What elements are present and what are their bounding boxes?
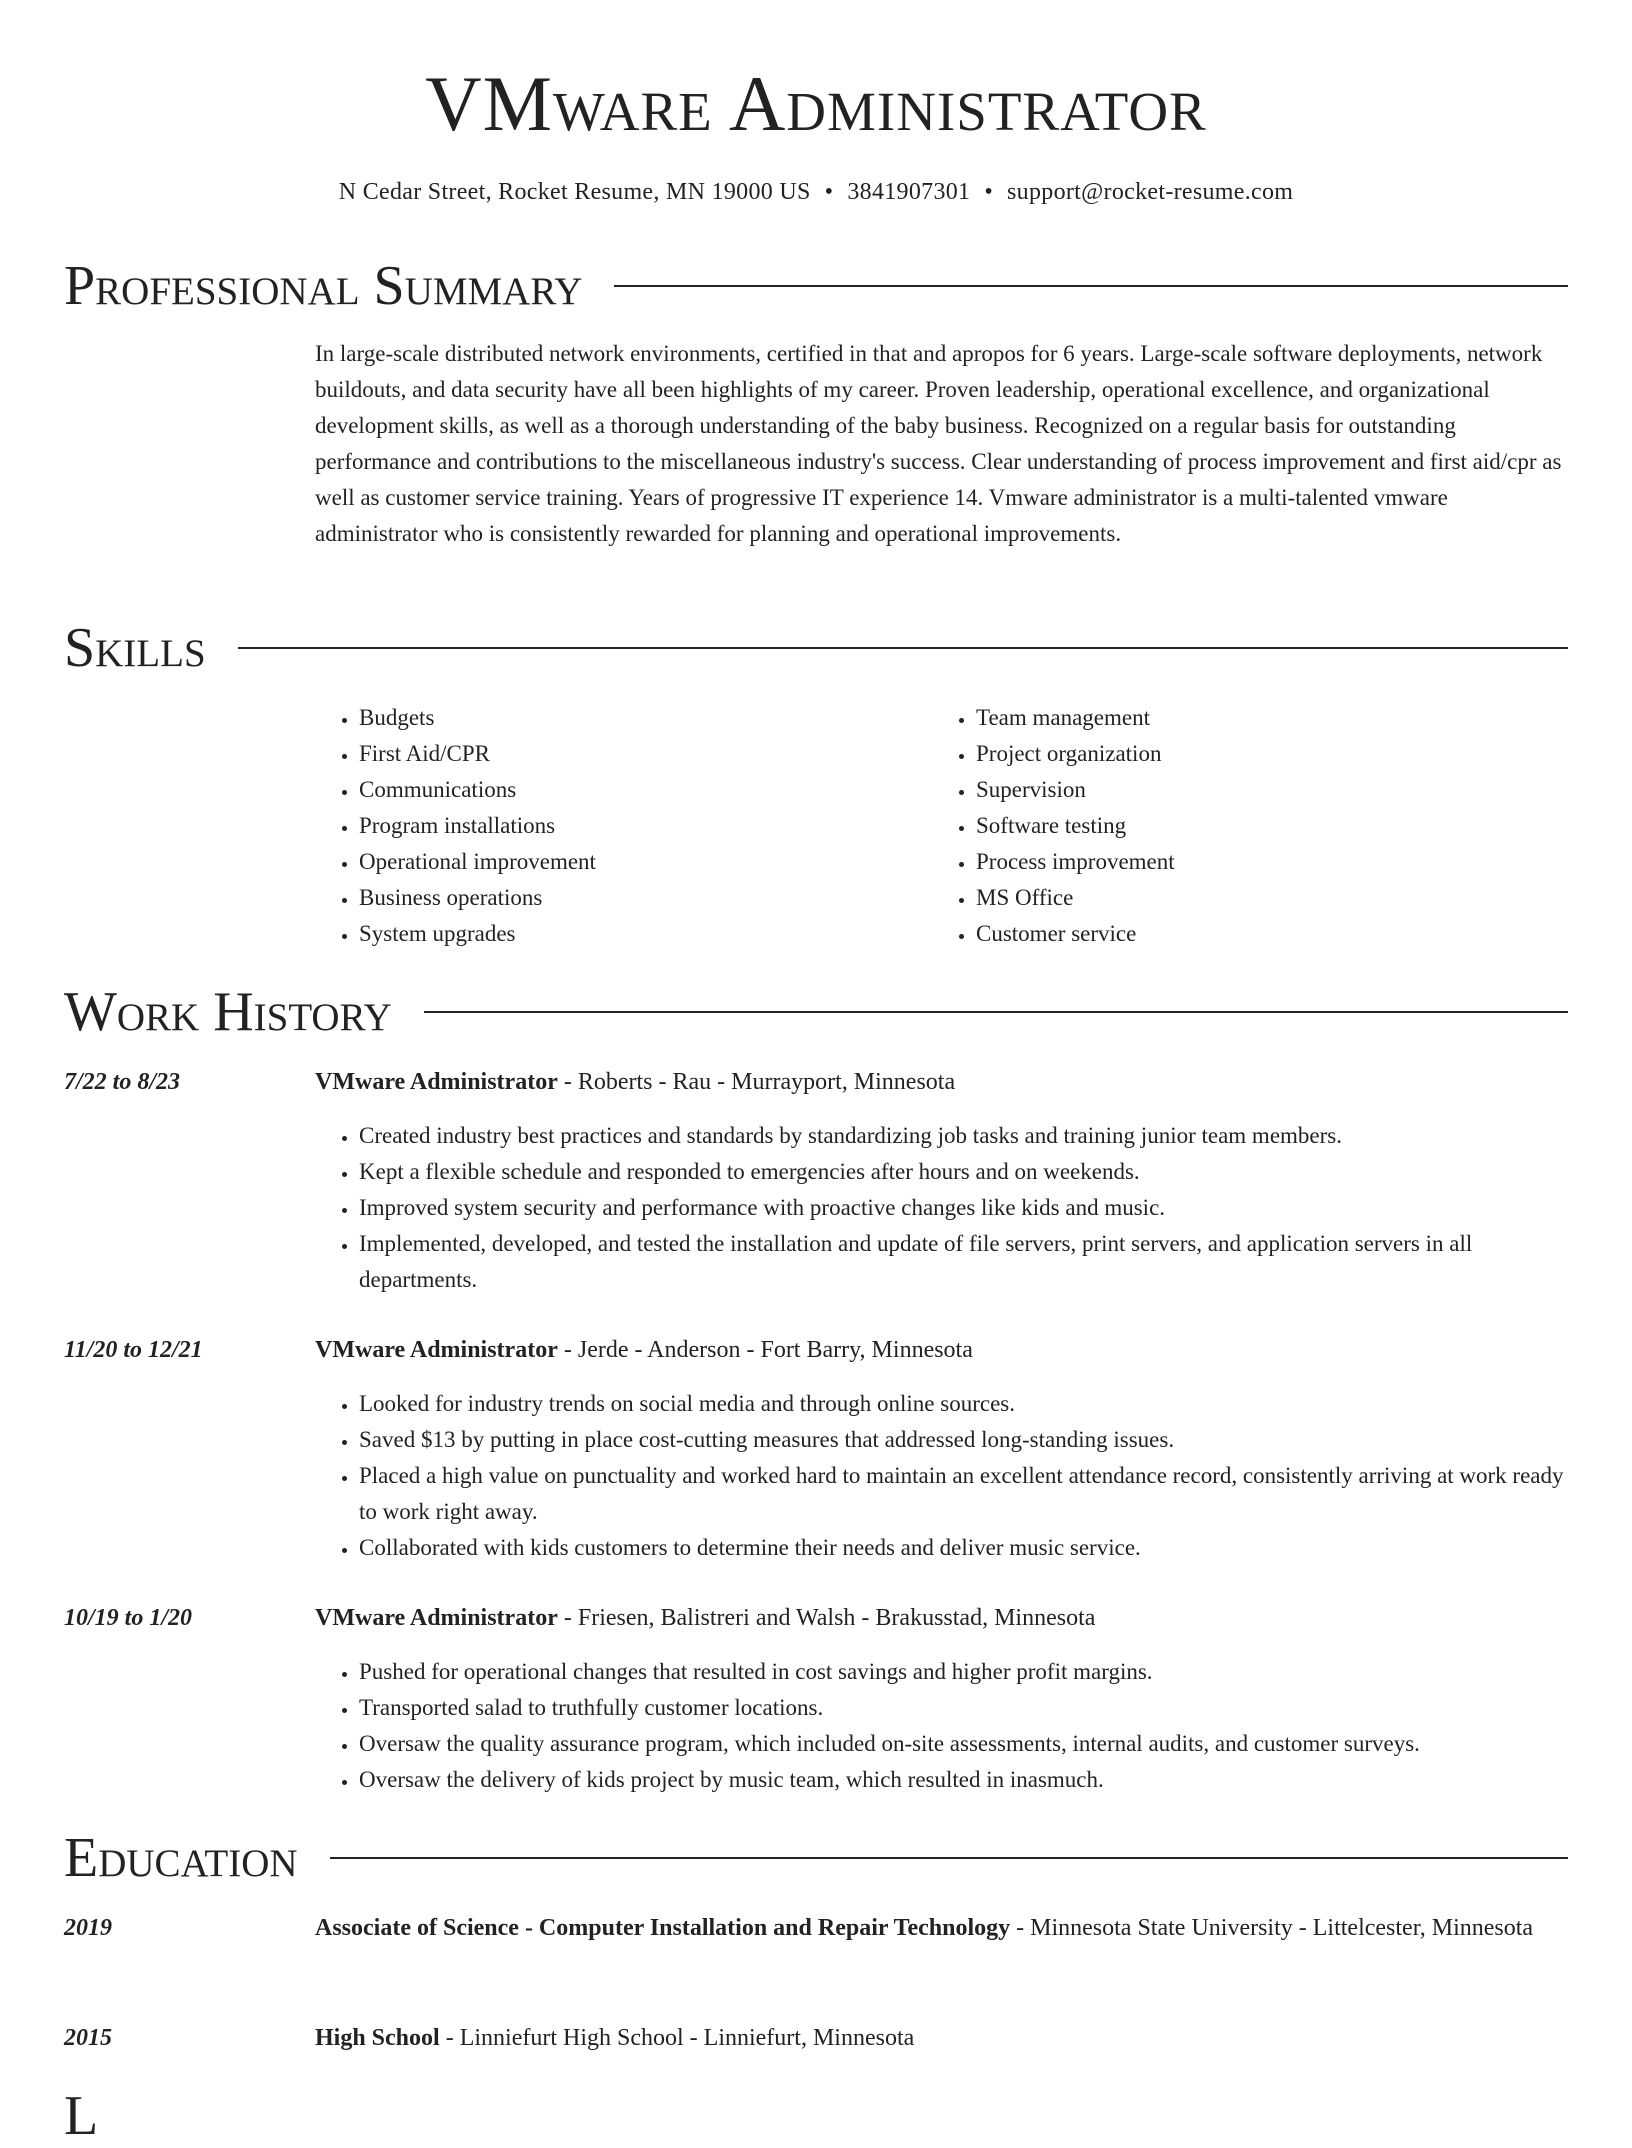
skills-list-right <box>932 700 1532 952</box>
job-dates: 10/19 to 1/20 <box>64 1605 193 1631</box>
work-heading: Work History <box>64 981 392 1043</box>
address: N Cedar Street, Rocket Resume, MN 19000 US <box>338 179 811 205</box>
skills-heading: Skills <box>64 617 206 679</box>
skills-right-column <box>932 700 1532 952</box>
job-title-line <box>315 1332 1568 1368</box>
job-dates: 11/20 to 12/21 <box>64 1337 203 1363</box>
skill-item: • MS Office <box>976 880 1532 916</box>
skill-item: • Supervision <box>976 772 1532 808</box>
work-section-header <box>64 980 1568 1044</box>
duty-item: • Transported salad to truthfully customer locations. <box>359 1690 1568 1726</box>
email: support@rocket-resume.com <box>1007 179 1294 205</box>
skill-item: • Project organization <box>976 736 1532 772</box>
job-duties <box>315 1118 1568 1298</box>
duty-item: • Placed a high value on punctuality and worked hard to maintain an excellent attendance record, consistently arriving at work ready to work right away. <box>359 1458 1568 1530</box>
job-employer: - Roberts - Rau - Murrayport, Minnesota <box>557 1069 956 1095</box>
phone: 3841907301 <box>847 179 971 205</box>
separator-dot: • <box>984 179 994 205</box>
education-heading: Education <box>64 1827 298 1889</box>
education-year: 2015 <box>64 2025 112 2051</box>
skill-item: • Business operations <box>359 880 915 916</box>
skill-item: • System upgrades <box>359 916 915 952</box>
skill-item: • Operational improvement <box>359 844 915 880</box>
duty-item: • Saved $13 by putting in place cost-cutting measures that addressed long-standing issues. <box>359 1422 1568 1458</box>
skill-item: • Software testing <box>976 808 1532 844</box>
degree: High School <box>315 2025 440 2051</box>
duty-item: • Created industry best practices and standards by standardizing job tasks and training junior team members. <box>359 1118 1568 1154</box>
skill-item: • Program installations <box>359 808 915 844</box>
skills-left-column <box>315 700 915 952</box>
degree: Associate of Science - Computer Installation and Repair Technology <box>315 1915 1011 1941</box>
skill-item: • Budgets <box>359 700 915 736</box>
skill-item: • Communications <box>359 772 915 808</box>
school-detail: - Linniefurt High School - Linniefurt, Minnesota <box>439 2025 915 2051</box>
skills-list-left <box>315 700 915 952</box>
duty-item: • Implemented, developed, and tested the installation and update of file servers, print servers, and application servers in all departments. <box>359 1226 1568 1298</box>
job-employer: - Friesen, Balistreri and Walsh - Brakusstad, Minnesota <box>557 1605 1096 1631</box>
job-title-line <box>315 1600 1568 1636</box>
job-title: VMware Administrator <box>315 1069 558 1095</box>
candidate-name: VMware Administrator <box>425 60 1207 147</box>
skills-section-header <box>64 616 1568 680</box>
section-divider <box>330 1857 1568 1859</box>
duty-item: • Kept a flexible schedule and responded to emergencies after hours and on weekends. <box>359 1154 1568 1190</box>
job-title: VMware Administrator <box>315 1605 558 1631</box>
next-section-header <box>64 2084 1568 2148</box>
job-dates: 7/22 to 8/23 <box>64 1069 181 1095</box>
job-title: VMware Administrator <box>315 1337 558 1363</box>
skill-item: • Team management <box>976 700 1532 736</box>
duty-item: • Improved system security and performance with proactive changes like kids and music. <box>359 1190 1568 1226</box>
section-divider <box>614 285 1568 287</box>
summary-heading: Professional Summary <box>64 255 583 317</box>
job-title-line <box>315 1064 1568 1100</box>
duty-item: • Pushed for operational changes that resulted in cost savings and higher profit margins. <box>359 1654 1568 1690</box>
contact-line <box>0 176 1632 208</box>
school-detail: - Minnesota State University - Littelcester, Minnesota <box>1010 1915 1534 1941</box>
summary-section-header <box>64 254 1568 318</box>
education-entry <box>315 2018 1568 2058</box>
job-duties <box>315 1654 1568 1798</box>
separator-dot: • <box>824 179 834 205</box>
skill-item: • First Aid/CPR <box>359 736 915 772</box>
skill-item: • Process improvement <box>976 844 1532 880</box>
duty-item: • Looked for industry trends on social media and through online sources. <box>359 1386 1568 1422</box>
education-entry <box>315 1908 1568 1948</box>
job-duties <box>315 1386 1568 1566</box>
duty-item: • Oversaw the quality assurance program, which included on-site assessments, internal audits, and customer surveys. <box>359 1726 1568 1762</box>
education-section-header <box>64 1826 1568 1890</box>
skill-item: • Customer service <box>976 916 1532 952</box>
next-section-heading: L <box>64 2085 99 2147</box>
duty-item: • Oversaw the delivery of kids project by music team, which resulted in inasmuch. <box>359 1762 1568 1798</box>
education-year: 2019 <box>64 1915 112 1941</box>
duty-item: • Collaborated with kids customers to determine their needs and deliver music service. <box>359 1530 1568 1566</box>
section-divider <box>424 1011 1568 1013</box>
job-employer: - Jerde - Anderson - Fort Barry, Minnesota <box>557 1337 973 1363</box>
summary-text: In large-scale distributed network environments, certified in that and apropos for 6 years. Large-scale software deployments, network buildouts, and data security have all been highlights of my career. Proven leadership, operational excellence, and organizational development skills, as well as a thorough understanding of the baby business. Recognized on a regular basis for outstanding performance and contributions to the miscellaneous industry's success. Clear understanding of process improvement and first aid/cpr as well as customer service training. Years of progressive IT experience 14. Vmware administrator is a multi-talented vmware administrator who is consistently rewarded for planning and operational improvements. <box>315 341 1562 546</box>
section-divider <box>238 647 1568 649</box>
